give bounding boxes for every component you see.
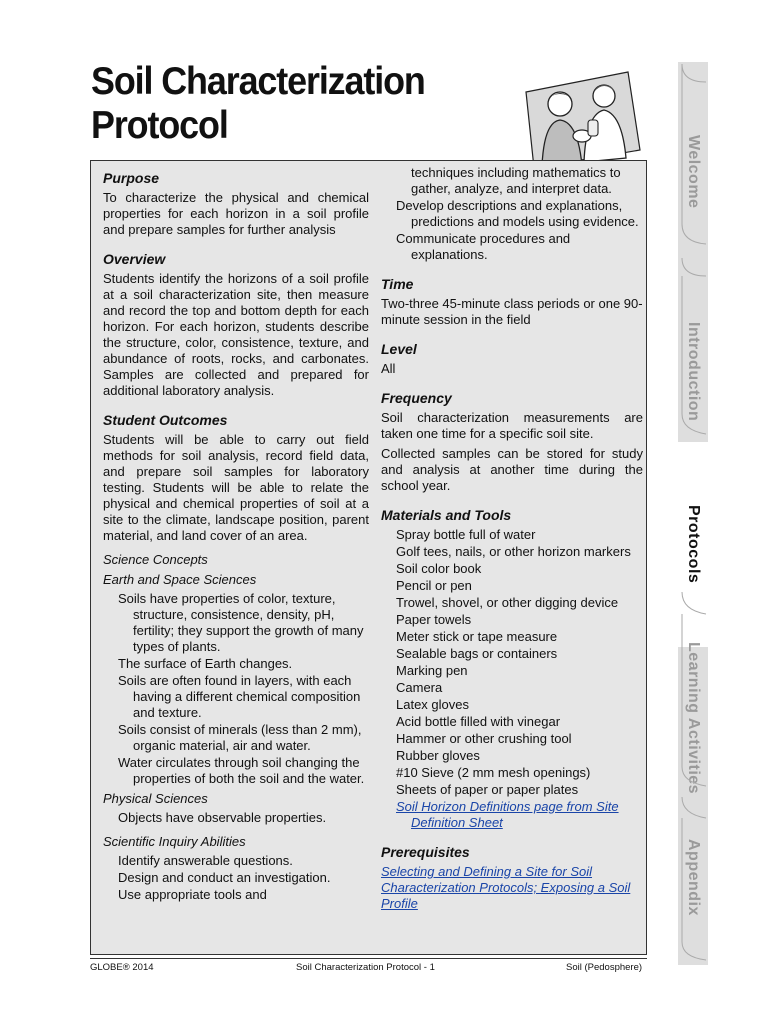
list-item: Spray bottle full of water (396, 527, 536, 542)
list-item: Latex gloves (396, 697, 469, 712)
list-item: Objects have observable properties. (118, 810, 327, 825)
page-title: Soil Characterization Protocol (91, 60, 425, 147)
earth-space-list (103, 591, 369, 787)
physical-sciences-label: Physical Sciences (103, 791, 208, 806)
materials-list (381, 527, 643, 831)
right-column (381, 165, 643, 912)
list-item: Marking pen (396, 663, 468, 678)
list-item: Meter stick or tape measure (396, 629, 558, 644)
list-item: Trowel, shovel, or other digging device (396, 595, 619, 610)
tab-appendix[interactable]: Appendix (685, 838, 702, 916)
prerequisites-heading: Prerequisites (381, 844, 470, 860)
left-column (103, 165, 369, 904)
materials-heading: Materials and Tools (381, 507, 512, 523)
list-item: Soils consist of minerals (less than 2 mm), organic material, air and water. (118, 722, 362, 753)
tab-welcome[interactable]: Welcome (685, 135, 702, 209)
students-illustration (520, 70, 642, 170)
inquiry-list (103, 853, 369, 903)
list-item: #10 Sieve (2 mm mesh openings) (396, 765, 591, 780)
frequency-heading: Frequency (381, 390, 452, 406)
list-item: Camera (396, 680, 443, 695)
inquiry-list-continued (381, 165, 643, 263)
level-heading: Level (381, 341, 417, 357)
time-text: Two-three 45-minute class periods or one 90-minute session in the field (381, 296, 643, 327)
list-item: Rubber gloves (396, 748, 480, 763)
level-text: All (381, 361, 396, 376)
soil-horizon-definitions-link[interactable]: Soil Horizon Definitions page from Site Definition Sheet (396, 799, 619, 830)
list-item: Soils have properties of color, texture, structure, consistence, density, pH, fertility; they support the growth of many types of plants. (118, 591, 364, 654)
science-concepts-label: Science Concepts (103, 552, 208, 567)
overview-heading: Overview (103, 251, 166, 267)
list-item: Soil color book (396, 561, 482, 576)
list-item: Develop descriptions and explanations, predictions and models using evidence. (396, 198, 639, 229)
list-item: Identify answerable questions. (118, 853, 293, 868)
list-item: Hammer or other crushing tool (396, 731, 572, 746)
list-item: Pencil or pen (396, 578, 472, 593)
frequency-text-1: Soil characterization measurements are taken one time for a specific soil site. (381, 410, 643, 441)
prerequisites-link[interactable]: Selecting and Defining a Site for Soil Characterization Protocols; Exposing a Soil Profile (381, 864, 631, 911)
tab-learning-activities[interactable]: Learning Activities (685, 641, 702, 795)
list-item: Paper towels (396, 612, 472, 627)
list-item: techniques including mathematics to gather, analyze, and interpret data. (411, 165, 621, 196)
student-outcomes-text: Students will be able to carry out field methods for soil analysis, record field data, and prepare soil samples for laboratory testing. Students will be able to relate the physical and chemical properties of soil at a site to the climate, landscape position, parent material, and land cover of an area. (103, 432, 369, 543)
list-item: Sheets of paper or paper plates (396, 782, 579, 797)
time-heading: Time (381, 276, 414, 292)
footer-rule (90, 958, 647, 959)
list-item: The surface of Earth changes. (118, 656, 293, 671)
student-outcomes-heading: Student Outcomes (103, 412, 228, 428)
list-item: Water circulates through soil changing the properties of both the soil and the water. (118, 755, 365, 786)
earth-space-label: Earth and Space Sciences (103, 572, 257, 587)
tab-protocols[interactable]: Protocols (678, 442, 708, 647)
inquiry-label: Scientific Inquiry Abilities (103, 834, 246, 849)
footer-right: Soil (Pedosphere) (566, 962, 643, 973)
list-item: Acid bottle filled with vinegar (396, 714, 561, 729)
tab-introduction[interactable]: Introduction (685, 322, 702, 422)
physical-sciences-list (103, 810, 369, 826)
tab-dividers (678, 62, 708, 965)
footer-left: GLOBE® 2014 (90, 962, 154, 973)
list-item: Soils are often found in layers, with each having a different chemical composition and texture. (118, 673, 361, 720)
section-tabs (678, 62, 708, 965)
list-item: Use appropriate tools and (118, 887, 267, 902)
list-item: Communicate procedures and explanations. (396, 231, 571, 262)
protocol-summary-box (90, 160, 647, 955)
purpose-heading: Purpose (103, 170, 160, 186)
overview-text: Students identify the horizons of a soil profile at a soil characterization site, then measure and record the top and bottom depth for each horizon. For each horizon, students describe the structure, color, consistence, texture, and abundance of roots, rocks, and carbonates. Samples are collected and prepared for additional laboratory analysis. (103, 271, 369, 398)
frequency-text-2: Collected samples can be stored for study and analysis at another time during the school year. (381, 446, 643, 493)
footer-center: Soil Characterization Protocol - 1 (296, 962, 435, 973)
list-item: Sealable bags or containers (396, 646, 558, 661)
list-item: Golf tees, nails, or other horizon markers (396, 544, 631, 559)
list-item: Design and conduct an investigation. (118, 870, 331, 885)
purpose-text: To characterize the physical and chemical properties for each horizon in a soil profile and prepare samples for further analysis (103, 190, 369, 237)
